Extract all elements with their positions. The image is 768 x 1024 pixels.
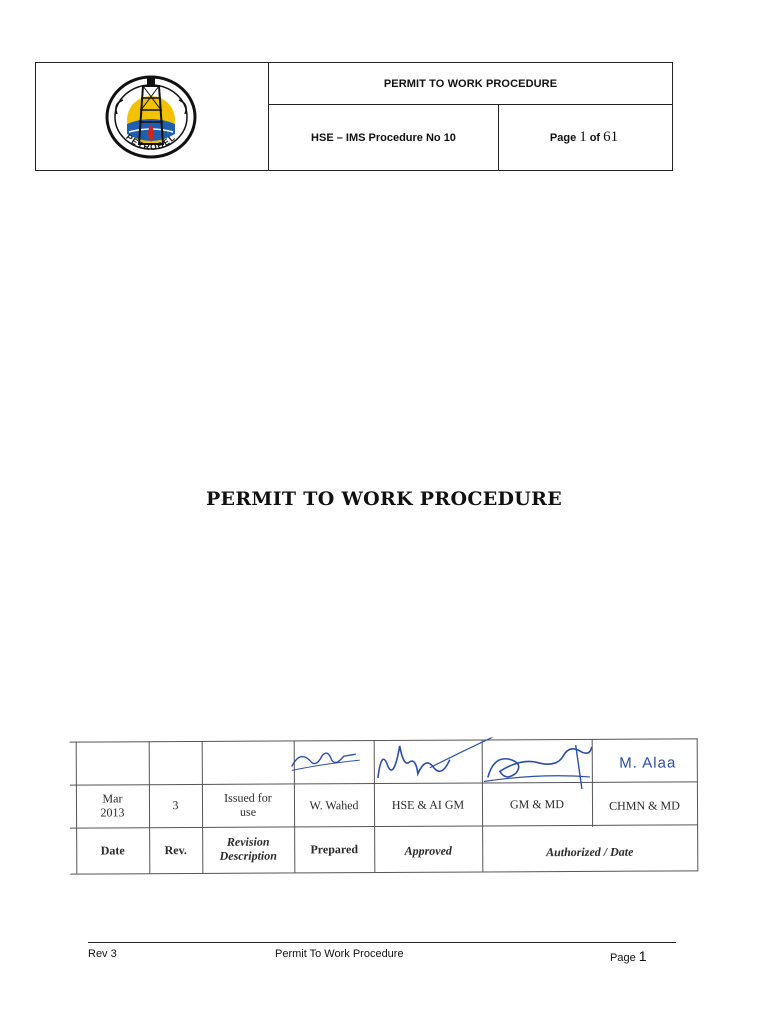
authorized-value-1: GM & MD: [509, 797, 565, 812]
footer-page-number: 1: [638, 948, 647, 964]
page-indicator: [499, 105, 672, 170]
signature-table: [70, 736, 699, 874]
page-of: of: [589, 131, 601, 144]
handwritten-name: M. Alaa: [619, 754, 677, 772]
svg-text:PETROBEL: PETROBEL: [124, 131, 178, 153]
header-prepared: Prepared: [310, 842, 359, 857]
page-current: 1: [579, 129, 587, 145]
procedure-number: HSE – IMS Procedure No 10: [269, 105, 499, 170]
approved-value: HSE & AI GM: [391, 797, 465, 812]
footer-rev: Rev 3: [88, 948, 117, 960]
footer-page-label: Page: [610, 952, 636, 964]
page-total: 61: [603, 129, 619, 145]
document-title: PERMIT TO WORK PROCEDURE: [205, 488, 563, 510]
rev-value: 3: [172, 798, 179, 813]
footer-title: Permit To Work Procedure: [275, 948, 404, 960]
footer-page: [610, 948, 647, 964]
header-approved: Approved: [404, 843, 452, 858]
authorized-value-2: CHMN & MD: [609, 798, 680, 813]
footer-divider: [88, 942, 676, 943]
header-table: [35, 62, 673, 171]
page-label: Page: [549, 131, 577, 144]
logo-text-ring: [103, 74, 199, 160]
header-revision-description: Revision Description: [219, 834, 277, 863]
logo-cell: [36, 63, 269, 170]
header-rev: Rev.: [164, 843, 187, 858]
header-date: Date: [100, 843, 125, 858]
prepared-value: W. Wahed: [309, 798, 359, 813]
description-value: Issued for use: [224, 790, 272, 819]
header-authorized: Authorized / Date: [546, 844, 634, 860]
date-value: Mar 2013: [100, 791, 125, 820]
header-title: PERMIT TO WORK PROCEDURE: [269, 63, 672, 105]
